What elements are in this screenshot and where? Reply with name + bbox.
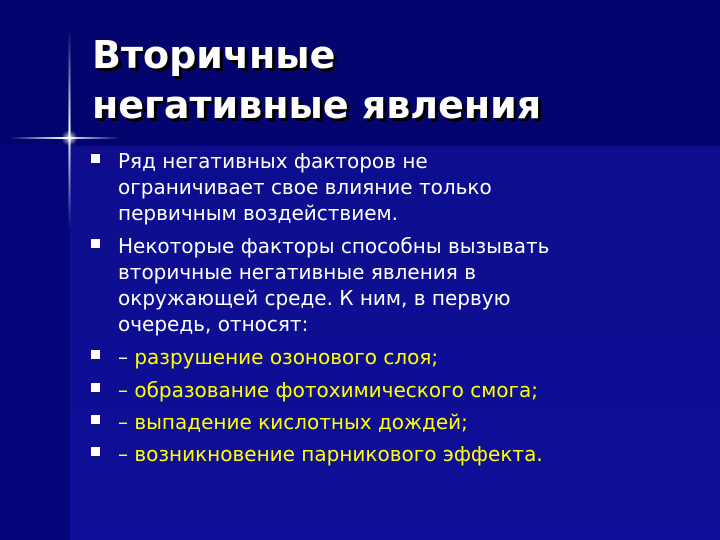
bullet-highlight-text: – возникновение парникового эффекта. bbox=[118, 442, 543, 466]
bullet-item-2 bbox=[88, 233, 708, 337]
bullet-line: Ряд негативных факторов не bbox=[118, 149, 428, 173]
square-bullet-icon bbox=[91, 154, 100, 163]
square-bullet-icon bbox=[91, 239, 100, 248]
square-bullet-icon bbox=[91, 350, 100, 359]
bullet-line bbox=[118, 344, 708, 370]
bullet-list bbox=[88, 148, 708, 473]
bullet-item-3 bbox=[88, 344, 708, 370]
title-line-1: Вторичные bbox=[92, 33, 336, 77]
bullet-line: очередь, относят: bbox=[118, 312, 309, 336]
bullet-item-5 bbox=[88, 409, 708, 435]
bullet-item-1 bbox=[88, 148, 708, 226]
bullet-line: окружающей среде. К ним, в первую bbox=[118, 286, 511, 310]
bullet-line: первичным воздействием. bbox=[118, 201, 398, 225]
square-bullet-icon bbox=[91, 447, 100, 456]
bullet-item-6 bbox=[88, 441, 708, 467]
bullet-highlight-text: – образование фотохимического смога; bbox=[118, 378, 539, 402]
bullet-highlight-text: – выпадение кислотных дождей; bbox=[118, 410, 468, 434]
bullet-dash: – bbox=[118, 345, 135, 369]
bullet-line: Некоторые факторы способны вызывать bbox=[118, 234, 550, 258]
bullet-line: вторичные негативные явления в bbox=[118, 260, 476, 284]
slide-title bbox=[92, 30, 702, 130]
title-line-2: негативные явления bbox=[92, 83, 542, 127]
square-bullet-icon bbox=[91, 383, 100, 392]
bullet-item-4 bbox=[88, 377, 708, 403]
bullet-highlight-text: разрушение озонового слоя; bbox=[134, 345, 439, 369]
bullet-line: ограничивает свое влияние только bbox=[118, 175, 492, 199]
square-bullet-icon bbox=[91, 415, 100, 424]
